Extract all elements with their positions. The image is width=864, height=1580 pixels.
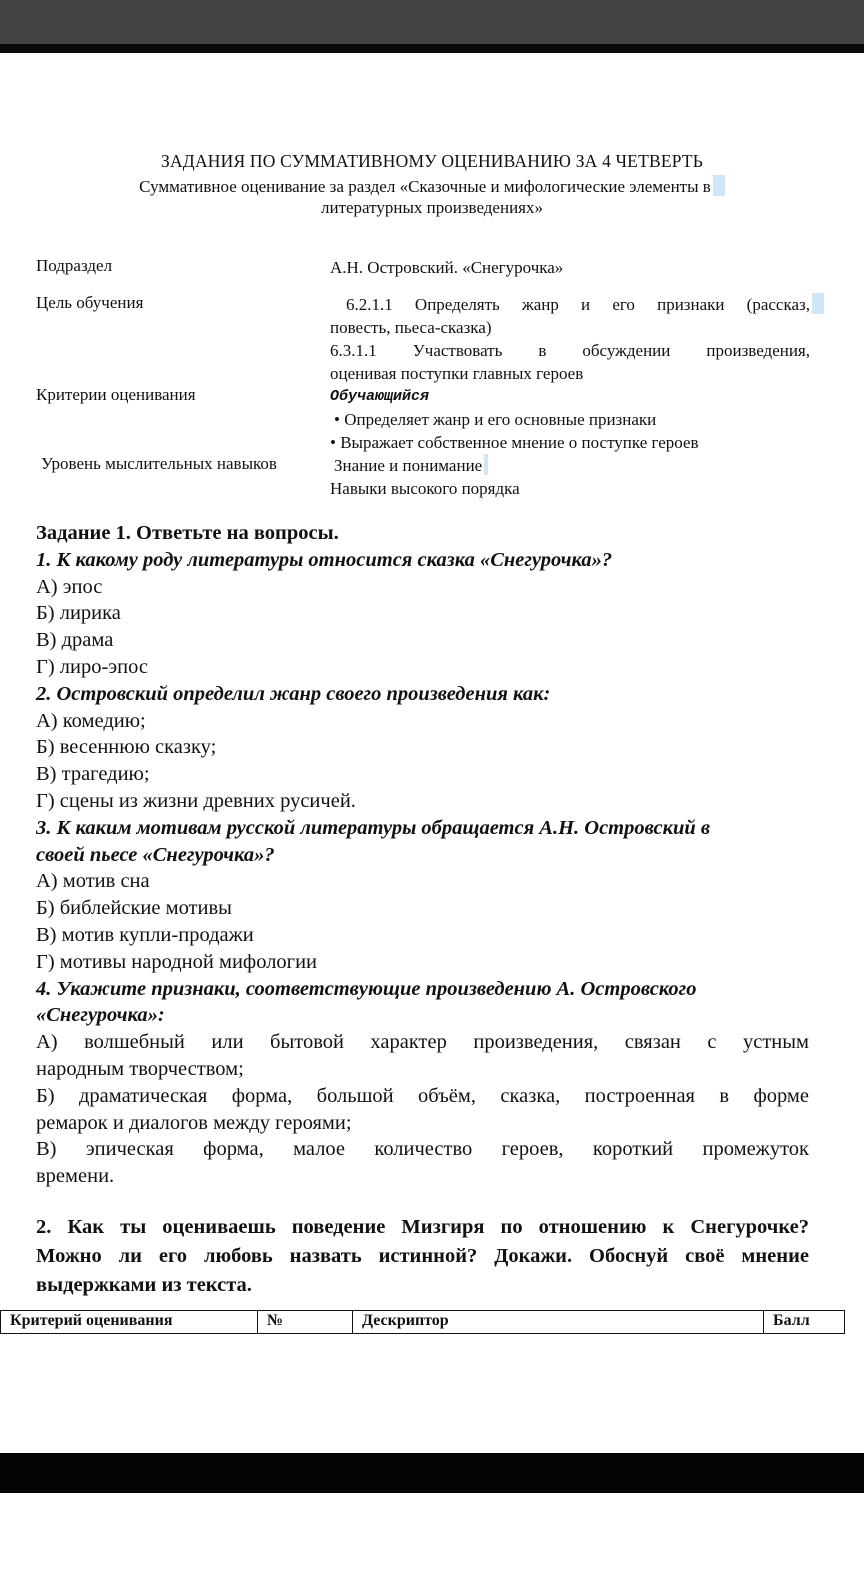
answer-option: Г) сцены из жизни древних русичей. — [36, 789, 356, 812]
level-label: Уровень мыслительных навыков — [41, 454, 277, 473]
question-1: 1. К какому роду литературы относится сказка «Снегурочка»? — [36, 548, 613, 571]
answer-option: Б) весеннюю сказку; — [36, 736, 217, 759]
table-header-number: № — [258, 1311, 353, 1333]
goal-2-line2: оценивая поступки главных героев — [330, 364, 584, 383]
task2-block — [36, 1213, 809, 1300]
subsection-label: Подраздел — [36, 256, 113, 275]
document-subtitle-line1: Суммативное оценивание за раздел «Сказочные и мифологические элементы в — [0, 175, 864, 197]
viewer-bottom-bar — [0, 1453, 864, 1493]
answer-option: В) драма — [36, 629, 114, 652]
answer-option: Б) библейские мотивы — [36, 897, 232, 920]
answer-option-line1: Б) драматическая форма, большой объём, сказка, построенная в форме — [36, 1084, 809, 1107]
answer-option-line2: времени. — [36, 1165, 115, 1188]
criteria-label: Критерии оценивания — [36, 385, 196, 404]
goal-label: Цель обучения — [36, 293, 144, 312]
level-value — [330, 454, 810, 500]
table-header-score: Балл — [773, 1312, 810, 1329]
question-2: 2. Островский определил жанр своего произведения как: — [36, 682, 551, 705]
viewer-top-bar-edge — [0, 44, 864, 53]
answer-option: В) мотив купли-продажи — [36, 923, 254, 946]
answer-option-line2: народным творчеством; — [36, 1057, 244, 1080]
criteria-item-2: • Выражает собственное мнение о поступке героев — [330, 433, 699, 452]
answer-option: Б) лирика — [36, 602, 121, 625]
level-2: Навыки высокого порядка — [330, 479, 520, 498]
text-highlight — [812, 293, 824, 314]
answer-option: А) мотив сна — [36, 870, 150, 893]
criteria-item-1: • Определяет жанр и его основные признаки — [334, 410, 657, 429]
answer-option: В) трагедию; — [36, 763, 150, 786]
answer-option: Г) лиро-эпос — [36, 655, 148, 678]
question-3-line1: 3. К каким мотивам русской литературы обращается А.Н. Островский в — [36, 816, 711, 839]
text-highlight — [713, 175, 725, 196]
level-1: Знание и понимание — [330, 454, 810, 477]
goal-2-line1: 6.3.1.1 Участвовать в обсуждении произведения, — [330, 341, 810, 360]
goal-value — [330, 293, 810, 385]
question-3-line2: своей пьесе «Снегурочка»? — [36, 843, 275, 866]
task1-block — [36, 520, 809, 1190]
criteria-table-header — [0, 1310, 845, 1334]
text-highlight — [484, 454, 488, 475]
viewer-top-bar — [0, 0, 864, 44]
goal-1-line2: повесть, пьеса-сказка) — [330, 318, 492, 337]
table-header-criterion: Критерий оценивания — [1, 1311, 258, 1333]
subsection-value: А.Н. Островский. «Снегурочка» — [330, 258, 564, 277]
document-title: ЗАДАНИЯ ПО СУММАТИВНОМУ ОЦЕНИВАНИЮ ЗА 4 ЧЕТВЕРТЬ — [161, 151, 703, 171]
goal-1-line1: 6.2.1.1 Определять жанр и его признаки (рассказ, — [346, 295, 810, 314]
question-4-line1: 4. Укажите признаки, соответствующие произведению А. Островского — [36, 977, 697, 1000]
answer-option: Г) мотивы народной мифологии — [36, 950, 318, 973]
criteria-value — [330, 385, 810, 454]
task1-title: Задание 1. Ответьте на вопросы. — [36, 522, 339, 544]
criteria-student: Обучающийся — [330, 388, 430, 405]
task2-line2: Можно ли его любовь назвать истинной? Докажи. Обоснуй своё мнение — [36, 1245, 809, 1267]
task2-line1: 2. Как ты оцениваешь поведение Мизгиря по отношению к Снегурочке? — [36, 1216, 809, 1238]
document-page — [0, 53, 864, 1453]
answer-option-line1: В) эпическая форма, малое количество героев, короткий промежуток — [36, 1138, 809, 1161]
document-subtitle-line2: литературных произведениях» — [320, 198, 543, 217]
answer-option: А) эпос — [36, 575, 103, 598]
question-4-line2: «Снегурочка»: — [36, 1004, 165, 1027]
answer-option-line1: А) волшебный или бытовой характер произведения, связан с устным — [36, 1031, 809, 1054]
answer-option-line2: ремарок и диалогов между героями; — [36, 1111, 352, 1134]
answer-option: А) комедию; — [36, 709, 146, 732]
task2-line3: выдержками из текста. — [36, 1274, 252, 1296]
table-header-descriptor: Дескриптор — [353, 1311, 764, 1333]
